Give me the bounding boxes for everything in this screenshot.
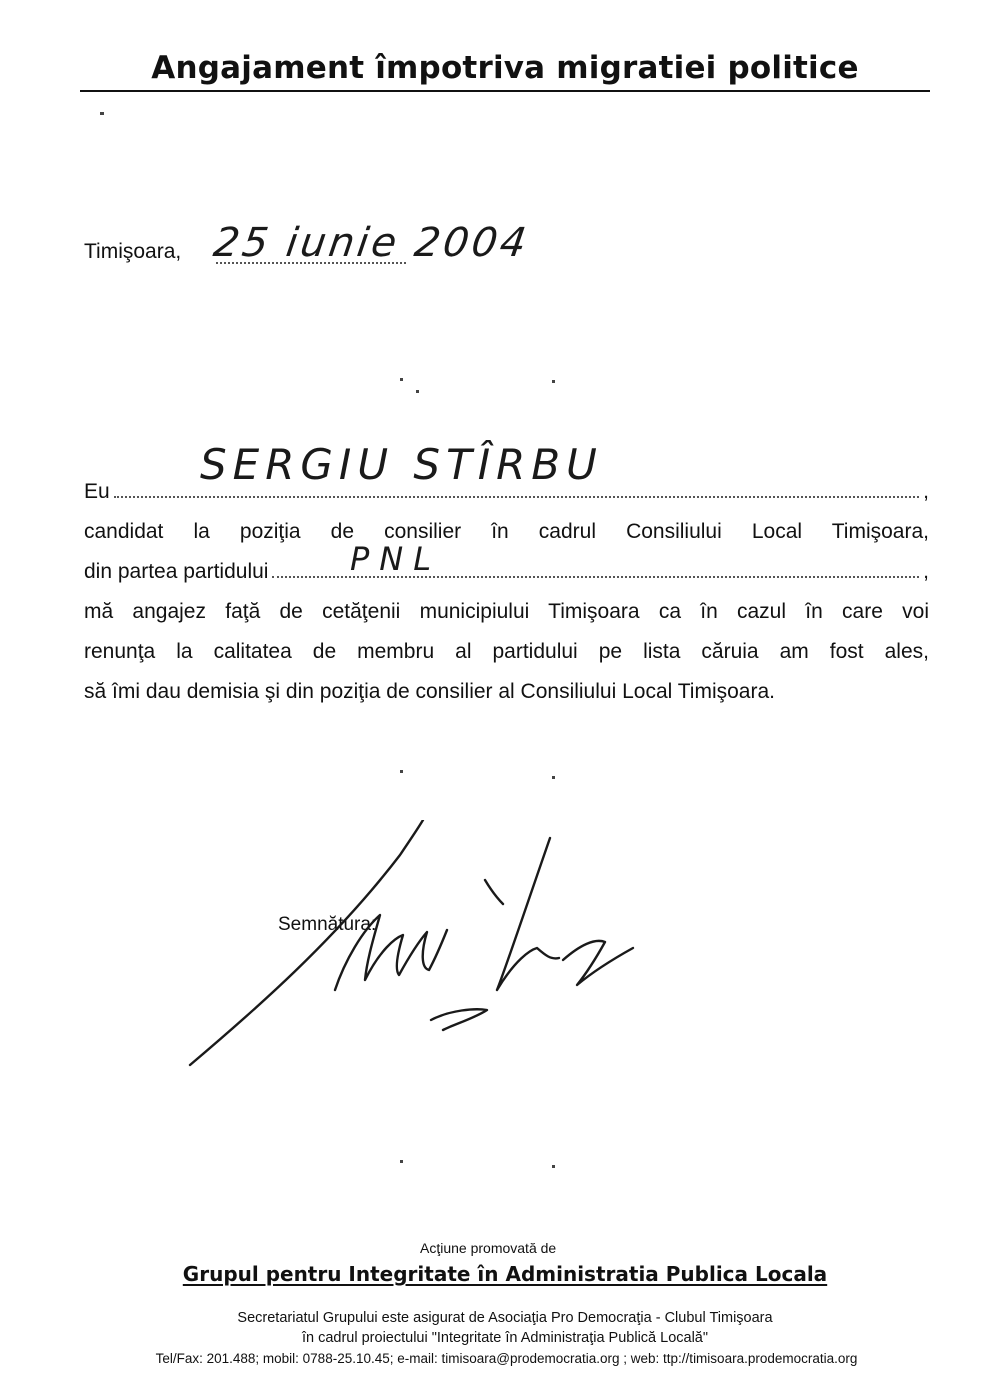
- handwritten-party: PNL: [350, 540, 442, 578]
- signature-label: Semnătura:: [278, 914, 377, 935]
- candidate-line: candidat la poziţia de consilier în cadrul Consiliului Local Timişoara,: [84, 520, 929, 543]
- group-name: Grupul pentru Integritate în Administratia Publica Locala: [182, 1262, 828, 1286]
- footer-project-line: în cadrul proiectului "Integritate în Administraţia Publică Locală": [301, 1330, 709, 1346]
- footer-secretariat-line: Secretariatul Grupului este asigurat de Asociaţia Pro Democraţia - Clubul Timişoara: [237, 1310, 773, 1326]
- scan-speck: [552, 1165, 555, 1168]
- scan-speck: [400, 1160, 403, 1163]
- commit-line-3: să îmi dau demisia şi din poziţia de consilier al Consiliului Local Timişoara.: [84, 680, 775, 703]
- scan-speck: [552, 776, 555, 779]
- handwritten-signature: [185, 820, 645, 1080]
- party-line: din partea partidului ,: [84, 552, 929, 592]
- commit-line-2: renunţa la calitatea de membru al partidului pe lista căruia am fost ales,: [84, 640, 929, 663]
- scan-speck: [416, 390, 419, 393]
- promotion-label: Acţiune promovată de: [420, 1240, 557, 1256]
- handwritten-date: 25 iunie 2004: [210, 220, 532, 266]
- eu-label: Eu: [84, 480, 110, 503]
- scan-speck: [400, 378, 403, 381]
- place-label: Timişoara,: [84, 240, 182, 263]
- party-label: din partea partidului: [84, 560, 269, 583]
- handwritten-name: SERGIU STÎRBU: [200, 440, 603, 489]
- scan-speck: [100, 112, 104, 115]
- document-title: Angajament împotriva migratiei politice: [80, 46, 930, 92]
- commit-line-1: mă angajez faţă de cetăţenii municipiului Timişoara ca în cazul în care voi: [84, 600, 929, 623]
- name-dotted-line: [114, 495, 919, 498]
- scan-speck: [552, 380, 555, 383]
- scan-speck: [400, 770, 403, 773]
- commitment-paragraph: [84, 512, 929, 712]
- name-row: Eu ,: [84, 472, 929, 512]
- footer-contact-line: Tel/Fax: 201.488; mobil: 0788-25.10.45; e-mail: timisoara@prodemocratia.org ; web: ttp://timisoara.prodemocratia.org: [155, 1351, 858, 1366]
